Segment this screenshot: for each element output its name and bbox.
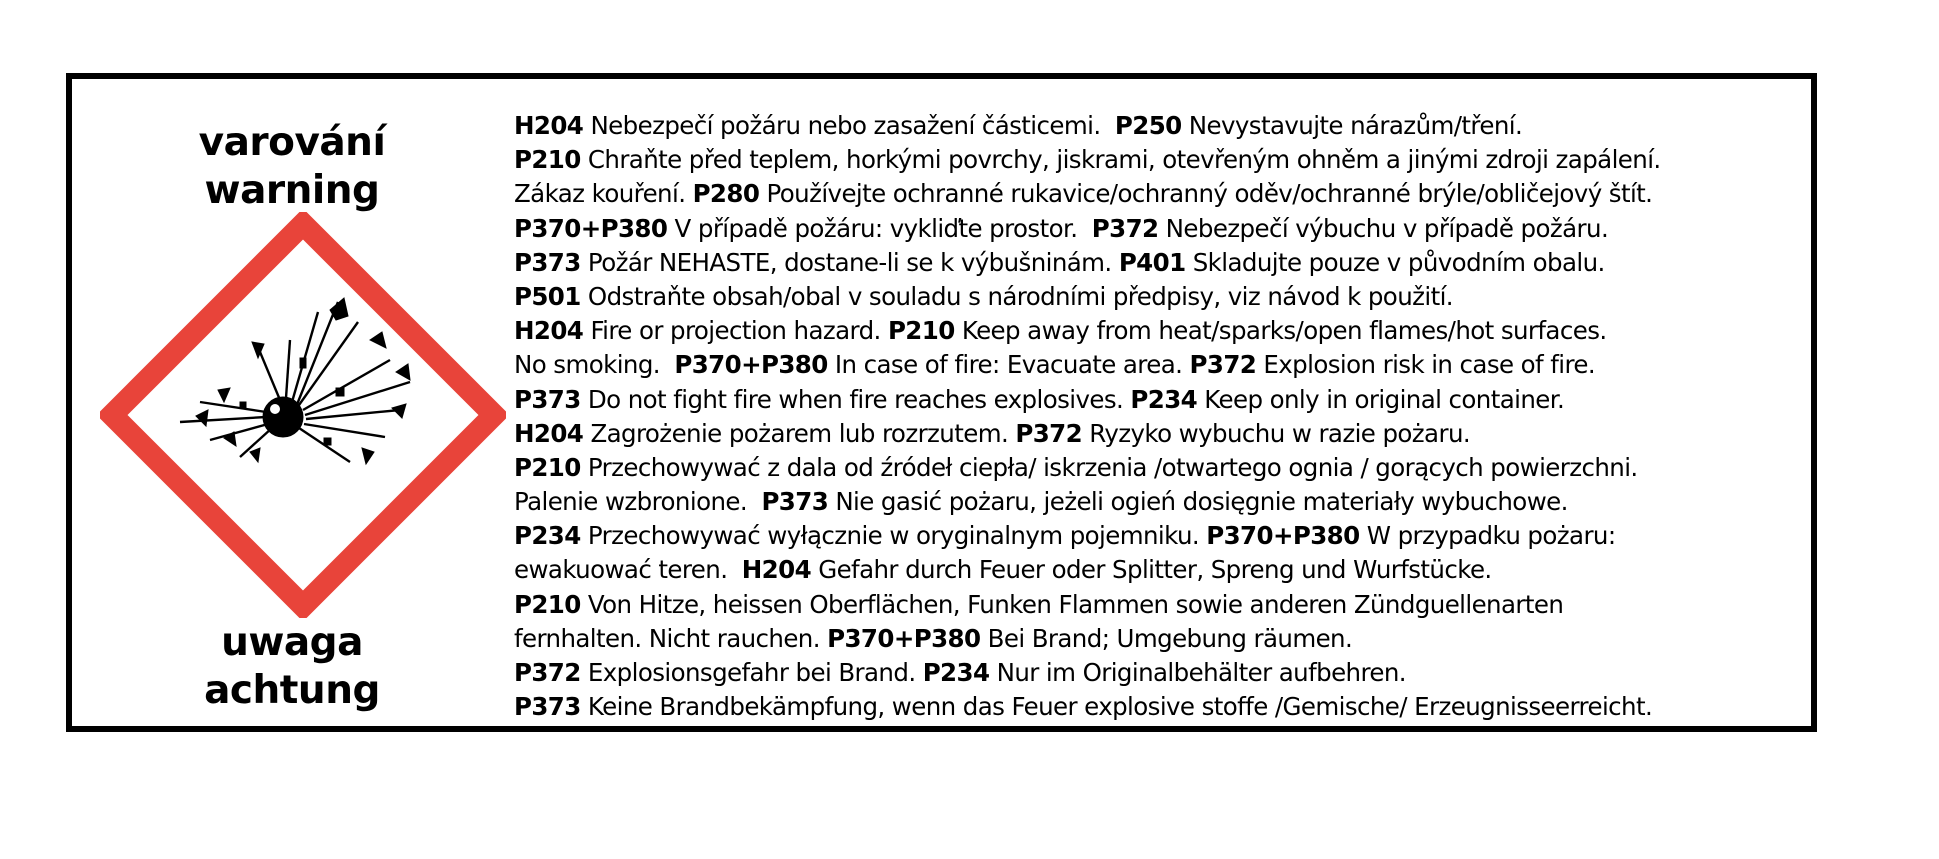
statement-code: P372 [1189, 350, 1257, 380]
statement-line [514, 622, 1814, 656]
statement-text: Gefahr durch Feuer oder Splitter, Spreng und Wurfstücke. [811, 555, 1492, 585]
statement-text: Explosionsgefahr bei Brand. [580, 658, 923, 687]
statement-line [514, 348, 1814, 382]
statement-text: Do not fight fire when fire reaches explosives. [580, 384, 1131, 414]
statement-line [514, 519, 1814, 553]
statement-code: P372 [1015, 418, 1083, 448]
statement-code: H204 [514, 418, 584, 448]
statement-code: P373 [514, 247, 581, 277]
statement-code: P373 [761, 487, 829, 517]
statement-text: Nevystavujte nárazům/tření. [1181, 111, 1523, 140]
statement-line [514, 417, 1814, 451]
statement-text: Požár NEHASTE, dostane-li se k výbušninám. [580, 247, 1119, 277]
statement-line [514, 280, 1814, 314]
statement-code: P234 [514, 521, 581, 551]
statement-line [514, 553, 1814, 587]
statement-text: Keine Brandbekämpfung, wenn das Feuer explosive stoffe /Gemische/ Erzeugnisseerreicht. [580, 692, 1653, 722]
statement-code: P373 [514, 692, 581, 722]
signal-word-german: achtung [204, 668, 380, 713]
statement-code: P373 [514, 384, 581, 414]
statement-text: No smoking. [514, 350, 675, 380]
statement-code: P210 [514, 145, 581, 175]
statement-line [514, 246, 1814, 280]
statement-text: Bei Brand; Umgebung räumen. [980, 623, 1353, 653]
statement-text: In case of fire: Evacuate area. [827, 350, 1190, 380]
statement-text: Explosion risk in case of fire. [1256, 350, 1596, 380]
statement-code: H204 [514, 111, 584, 140]
statement-text: Používejte ochranné rukavice/ochranný oděv/ochranné brýle/obličejový štít. [759, 179, 1653, 209]
statement-line [514, 143, 1814, 177]
statement-text: Zákaz kouření. [514, 179, 693, 209]
signal-word-czech: varování [198, 120, 386, 165]
hazard-label [66, 73, 1817, 732]
statement-code: P370+P380 [674, 350, 828, 380]
statement-text: ewakuować teren. [514, 555, 742, 585]
statement-line [514, 588, 1814, 622]
statement-code: P372 [1091, 213, 1159, 243]
statement-text: Von Hitze, heissen Oberflächen, Funken Flammen sowie anderen Zündguellenarten [580, 589, 1564, 619]
statement-text: Przechowywać z dala od źródeł ciepła/ iskrzenia /otwartego ognia / gorących powierzchni. [580, 452, 1638, 482]
signal-word-polish: uwaga [221, 620, 363, 665]
signal-word-english: warning [204, 168, 380, 213]
statement-text: Zagrożenie pożarem lub rozrzutem. [583, 418, 1016, 448]
statement-text: Nur im Originalbehälter aufbehren. [989, 658, 1406, 687]
statement-code: P372 [514, 658, 581, 687]
statement-text: Skladujte pouze v původním obalu. [1185, 247, 1605, 277]
statement-code: P210 [887, 316, 955, 346]
statement-code: P234 [922, 658, 990, 687]
precautionary-statements [514, 109, 1814, 724]
statement-line [514, 656, 1814, 690]
statement-text: Keep away from heat/sparks/open flames/hot surfaces. [954, 316, 1607, 346]
statement-text: Nebezpečí výbuchu v případě požáru. [1158, 213, 1609, 243]
statement-text: Nebezpečí požáru nebo zasažení částicemi. [583, 111, 1115, 140]
statement-text: Palenie wzbronione. [514, 487, 762, 517]
statement-line [514, 383, 1814, 417]
statement-code: P210 [514, 452, 581, 482]
statement-text: Keep only in original container. [1197, 384, 1565, 414]
statement-text: Ryzyko wybuchu w razie pożaru. [1082, 418, 1471, 448]
statement-line [514, 177, 1814, 211]
statement-code: P501 [514, 281, 581, 311]
statement-text: Chraňte před teplem, horkými povrchy, jiskrami, otevřeným ohněm a jinými zdroji zapálení. [580, 145, 1661, 175]
statement-code: P210 [514, 589, 581, 619]
exploding-bomb-icon [100, 212, 506, 618]
statement-text: V případě požáru: vykliďte prostor. [667, 213, 1092, 243]
statement-text: Odstraňte obsah/obal v souladu s národními předpisy, viz návod k použití. [580, 281, 1453, 311]
statement-line [514, 485, 1814, 519]
statement-line [514, 109, 1814, 143]
statement-code: P401 [1118, 247, 1186, 277]
statement-code: H204 [514, 316, 584, 346]
signal-panel [72, 79, 512, 726]
statement-code: P370+P380 [827, 623, 981, 653]
statement-line [514, 314, 1814, 348]
statement-text: W przypadku pożaru: [1359, 521, 1616, 551]
statement-text: Nie gasić pożaru, jeżeli ogień dosięgnie materiały wybuchowe. [828, 487, 1568, 517]
statement-text: fernhalten. Nicht rauchen. [514, 623, 828, 653]
statement-code: P250 [1114, 111, 1182, 140]
statement-code: P234 [1130, 384, 1198, 414]
statement-code: P280 [692, 179, 760, 209]
statement-line [514, 690, 1814, 724]
statement-code: P370+P380 [514, 213, 668, 243]
statement-text: Fire or projection hazard. [583, 316, 888, 346]
statement-code: H204 [741, 555, 812, 585]
statement-text: Przechowywać wyłącznie w oryginalnym pojemniku. [580, 521, 1207, 551]
statement-line [514, 451, 1814, 485]
statement-line [514, 212, 1814, 246]
statement-code: P370+P380 [1206, 521, 1360, 551]
